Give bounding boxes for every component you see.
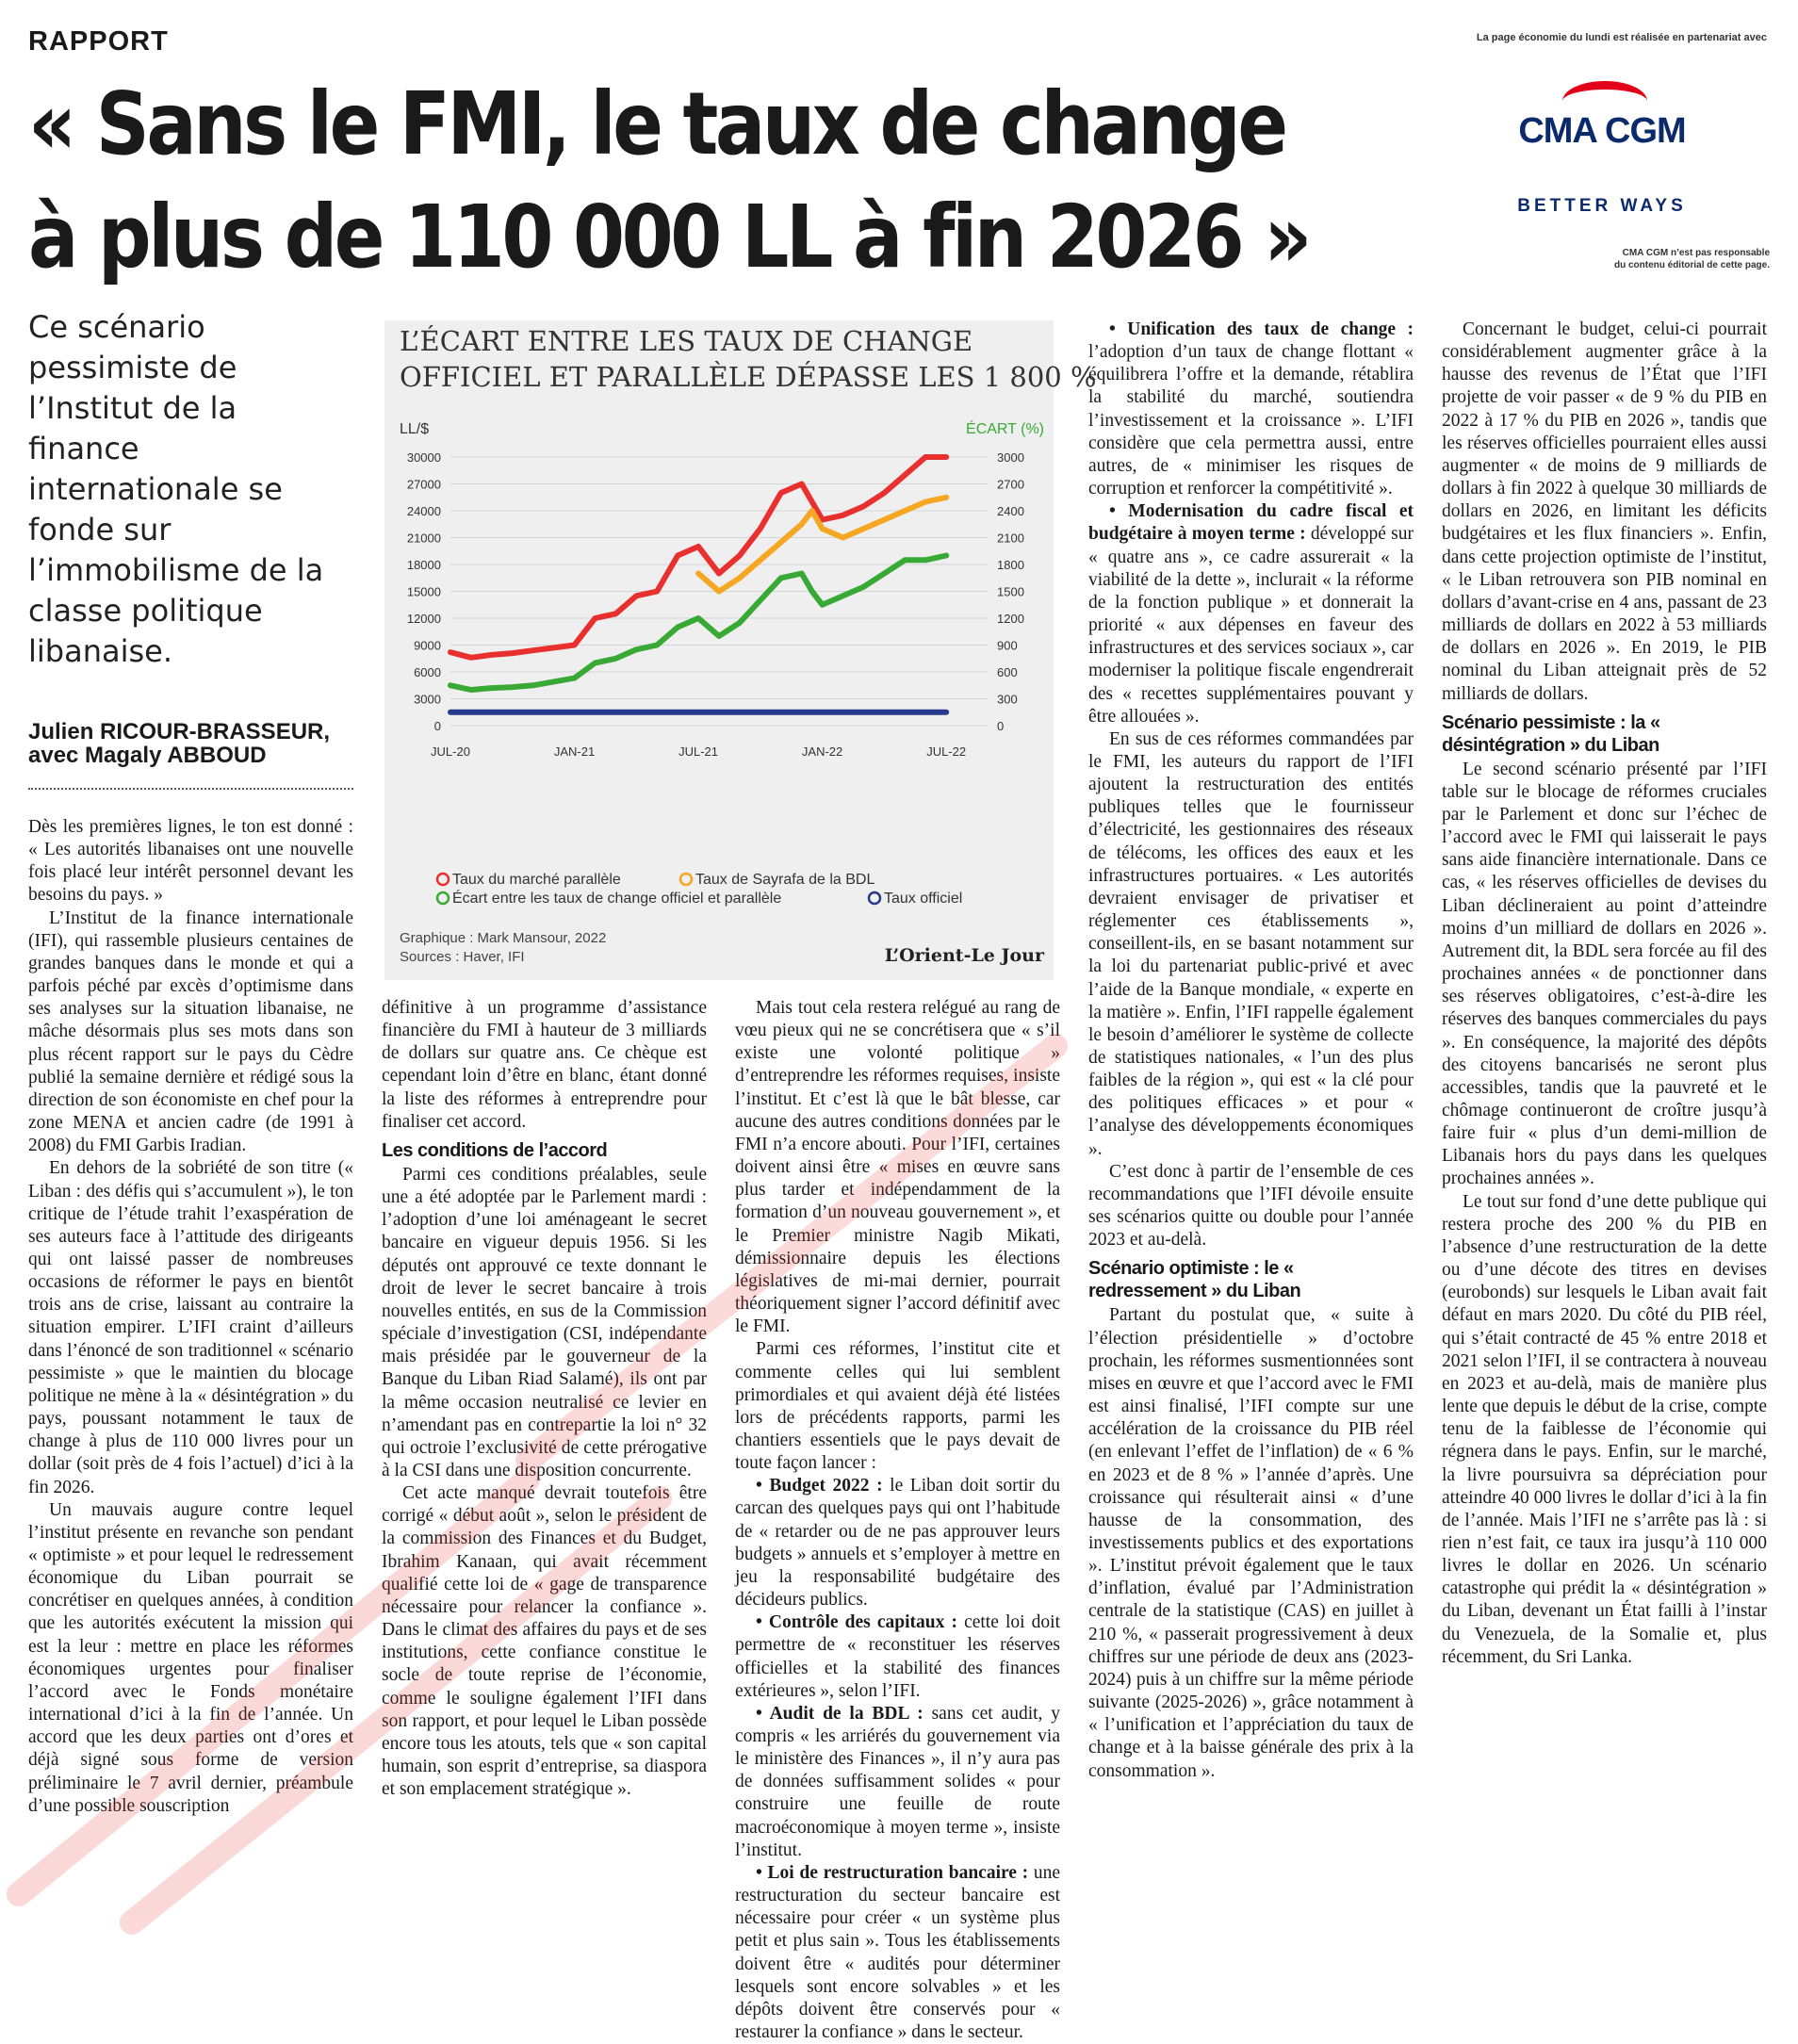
- chart-y-tick-left: 0: [433, 719, 441, 733]
- chart-x-tick: JAN-22: [801, 744, 843, 759]
- article-paragraph: Parmi ces réformes, l’institut cite et commente celles qui lui semblent primordiales et qui avaient déjà été listées lors de précédents rapports, parmi les chantiers essentiels que le pays devait de toute façon lancer :: [735, 1339, 1060, 1474]
- subhead-conditions: Les conditions de l’accord: [382, 1139, 608, 1161]
- chart-y-tick-left: 12000: [406, 612, 441, 626]
- bullet-title: • Budget 2022 :: [756, 1476, 883, 1496]
- legend-marker: [437, 892, 449, 904]
- article-paragraph: Partant du postulat que, « suite à l’élection présidentielle » d’octobre prochain, les réformes susmentionnées sont mises en œuvre et que l’accord avec le FMI est ainsi finalisé, l’IFI compte sur une accélération de la croissance du PIB réel (en enlevant l’effet de l’inflation) de « 6 % en 2023 et de 8 % » l’année d’après. Une croissance qui résulterait ainsi « d’une hausse de la consommation, des investissements publics et des exportations ». L’institut prévoit également que le taux d’inflation, évalué par l’Administration centrale de la statistique (CAS) en juillet à 210 %, « passerait progressivement à deux chiffres sur une période de deux ans (2023-2024) puis à un chiffre sur la même période suivante (2025-2026) », grâce notamment à « l’unification et l’appréciation du taux de change et à la baisse générale des prix à la consommation ».: [1088, 1305, 1414, 1781]
- disclaimer-line-2: du contenu éditorial de cette page.: [1613, 260, 1770, 270]
- chart-y-tick-right: 1200: [997, 612, 1024, 626]
- logo-text: CMA CGM: [1518, 111, 1686, 151]
- byline: [28, 720, 353, 767]
- legend-label: Taux de Sayrafa de la BDL: [695, 872, 875, 888]
- article-paragraph: définitive à un programme d’assistance financière du FMI à hauteur de 3 milliards de dollars sur quatre ans. Ce chèque est cependant loin d’être en blanc, étant donné la liste des réformes à entreprendre pour finaliser cet accord.: [382, 998, 707, 1132]
- chart-y-tick-left: 3000: [414, 692, 441, 707]
- bullet-title: • Modernisation du cadre fiscal et budgétaire à moyen terme :: [1088, 501, 1414, 545]
- chart-y-tick-right: 300: [997, 692, 1018, 707]
- article-paragraph: Parmi ces conditions préalables, seule une a été adoptée par le Parlement mardi : l’adoption d’une loi aménageant le secret bancaire en vigueur depuis 1956. Si les députés ont approuvé ce texte donnant le droit de lever le secret bancaire à trois nouvelles entités, en sus de la Commission spéciale d’investigation (CSI, indépendante mais présidée par le gouverneur de la Banque du Liban Riad Salamé), ils ont par la même occasion neutralisé ce levier en n’amendant pas en contrepartie la loi n° 32 qui octroie l’exclusivité de cette prérogative à la CSI dans une disposition concurrente.: [382, 1164, 707, 1480]
- headline: [28, 68, 1309, 294]
- article-column-5: [1442, 319, 1767, 1938]
- bullet-title: • Loi de restructuration bancaire :: [756, 1862, 1029, 1883]
- article-paragraph: Le tout sur fond d’une dette publique qui restera proche des 200 % du PIB en l’absence d’une restructuration de la dette ou d’une décote des titres en devises (eurobonds) sur lesquels le Liban avait fait défaut en mars 2020. Du côté du PIB réel, qui s’était contracté de 45 % entre 2018 et 2021 selon l’IFI, il se contractera à nouveau en 2023 et au-delà, mais de manière plus lente que depuis le début de la crise, compte tenu de la faiblesse de l’économie qui régnera dans le pays. Enfin, sur le marché, la livre poursuivra sa dépréciation pour atteindre 40 000 livres le dollar d’ici à la fin de l’année. Mais l’IFI ne s’arrête pas là : si rien n’est fait, ce taux ira jusqu’à 110 000 livres le dollar en 2026. Un scénario catastrophe qui prédit la « désintégration » du Liban, devenant un État failli à l’instar du Venezuela, de la Somalie et, plus récemment, du Sri Lanka.: [1442, 1191, 1767, 1667]
- article-paragraph: Concernant le budget, celui-ci pourrait considérablement augmenter grâce à la hausse des revenus de l’État que l’IFI projette de voir passer « de 9 % du PIB en 2022 à 17 % du PIB en 2026 », tandis que les réserves officielles pourraient elles aussi augmenter « de moins de 9 milliards de dollars à fin 2022 à quelque 30 milliards de dollars en 2026, en limitant les déficits budgétaires et les flux financiers ». Enfin, dans cette projection optimiste de l’institut, « le Liban retrouvera son PIB nominal en dollars d’avant-crise en 4 ans, passant de 23 milliards de dollars en 2022 à 53 milliards de dollars en 2026 ». En 2019, le PIB nominal du Liban atteignait près de 52 milliards de dollars.: [1442, 319, 1767, 704]
- chart-y-tick-right: 2100: [997, 531, 1024, 546]
- article-paragraph: Cet acte manqué devrait toutefois être corrigé « début août », selon le président de la commission des Finances et du Budget, Ibrahim Kanaan, qui avait récemment qualifié cette loi de « gage de transparence nécessaire pour relancer la confiance ». Dans le climat des affaires du pays et de ses institutions, cette confiance constitue le socle de toute reprise de l’économie, comme le souligne également l’IFI dans son rapport, et pour lequel le Liban possède encore tous les atouts, tels que « son capital humain, son esprit d’entreprise, sa diaspora et son emplacement stratégique ».: [382, 1483, 707, 1800]
- article-paragraph: C’est donc à partir de l’ensemble de ces recommandations que l’IFI dévoile ensuite ses scénarios quitte ou double pour l’année 2023 et au-delà.: [1088, 1161, 1414, 1251]
- chart-y-tick-left: 18000: [406, 558, 441, 572]
- legend-marker: [869, 892, 880, 904]
- legend-label: Écart entre les taux de change officiel et parallèle: [452, 891, 782, 907]
- partner-logo: [1451, 77, 1753, 237]
- chart-y-tick-left: 30000: [406, 450, 441, 465]
- chart-x-tick: JAN-21: [553, 744, 596, 759]
- byline-divider: [28, 788, 353, 790]
- article-paragraph: Dès les premières lignes, le ton est donné : « Les autorités libanaises ont une nouvelle fois placé leur intérêt personnel devant les besoins du pays. »: [28, 817, 353, 906]
- bullet-title: • Audit de la BDL :: [756, 1703, 924, 1724]
- article-column-1: [28, 816, 353, 1938]
- subhead-pessimistic-scenario: Scénario pessimiste : la « désintégration » du Liban: [1442, 711, 1660, 756]
- chart-ylabel-left: LL/$: [400, 421, 430, 437]
- chart-y-tick-left: 6000: [414, 665, 441, 679]
- partner-disclaimer: [1470, 247, 1770, 271]
- bullet-audit: [735, 1703, 1060, 1862]
- chart-y-tick-right: 3000: [997, 450, 1024, 465]
- bullet-text: l’adoption d’un taux de change flottant « équilibrera l’offre et la demande, rétablira la stabilité du marché, soutiendra l’investissement et la croissance ». L’IFI considère que cela permettra aussi, entre autres, de « minimiser les risques de corruption et renforcer la compétitivité ».: [1088, 342, 1414, 499]
- chart-y-tick-left: 15000: [406, 584, 441, 599]
- bullet-exchange-unification: [1088, 319, 1414, 500]
- chart-x-tick: JUL-22: [926, 744, 967, 759]
- chart-y-tick-right: 1800: [997, 558, 1024, 572]
- chart-y-tick-right: 2700: [997, 477, 1024, 492]
- standfirst: Ce scénario pessimiste de l’Institut de la finance internationale se fonde sur l’immobilisme de la classe politique libanaise.: [28, 309, 324, 669]
- bullet-fiscal-framework: [1088, 500, 1414, 728]
- legend-label: Taux officiel: [884, 891, 963, 907]
- article-paragraph: Mais tout cela restera relégué au rang de vœu pieux qui ne se concrétisera que « s’il existe une volonté politique » d’entreprendre les réformes requises, insiste l’institut. Et c’est là que le bât blesse, car aucune des autres conditions données par le FMI n’a encore abouti. Pour l’IFI, certaines doivent ainsi être « mises en œuvre sans plus tarder et indépendamment de la formation d’un nouveau gouvernement », et le Premier ministre Nagib Mikati, démissionnaire depuis les élections législatives de mi-mai dernier, pourrait théoriquement signer l’accord définitif avec le FMI.: [735, 998, 1060, 1337]
- bullet-text: une restructuration du secteur bancaire est nécessaire pour créer « un système plus petit et plus sain ». Tous les établissements doivent être « audités pour déterminer lesquels sont encore solvables » et les dépôts doivent être conservés pour « restaurer la confiance » dans le secteur.: [735, 1862, 1060, 2043]
- chart-x-tick: JUL-21: [678, 744, 719, 759]
- bullet-capital-control: [735, 1611, 1060, 1703]
- article-paragraph: Le second scénario présenté par l’IFI table sur le blocage de réformes cruciales par le Parlement et donc sur l’échec de l’accord avec le FMI qui laisserait le pays sans aide financière internationale. Dans ce cas, « les réserves officielles de devises du Liban déclineraient au point d’atteindre moins d’un milliard de dollars en 2026 ». Autrement dit, la BDL sera forcée au fil des prochaines années « de ponctionner dans ses réserves obligatoires, c’est-à-dire les réserves des banques commerciales du pays ». En conséquence, la majorité des dépôts des citoyens bancarisés ne seront plus accessibles, tandis que la pauvreté et le chômage continueront de croître jusqu’à faire fuir « plus d’un demi-million de Libanais hors du pays dans les quelques prochaines années ».: [1442, 759, 1767, 1189]
- byline-line-1: Julien RICOUR-BRASSEUR,: [28, 719, 331, 744]
- legend-marker: [680, 874, 692, 885]
- chart-y-tick-right: 900: [997, 638, 1018, 653]
- chart-y-tick-right: 2400: [997, 504, 1024, 518]
- disclaimer-line-1: CMA CGM n’est pas responsable: [1622, 248, 1770, 258]
- bullet-text: sans cet audit, y compris « les arriérés du gouvernement via le ministère des Finances », il n’y aura pas de données suffisamment solides « pour construire une feuille de route macroéconomique à moyen terme », insiste l’institut.: [735, 1703, 1060, 1860]
- chart-y-tick-left: 9000: [414, 638, 441, 653]
- chart-y-tick-left: 24000: [406, 504, 441, 518]
- chart-y-tick-right: 600: [997, 665, 1018, 679]
- chart-panel: [384, 320, 1097, 980]
- bullet-bank-restructuring: [735, 1862, 1060, 2044]
- chart-y-tick-right: 0: [997, 719, 1005, 733]
- article-column-3: [735, 997, 1060, 2043]
- logo-tagline: BETTER WAYS: [1517, 196, 1687, 216]
- chart-series-line: [698, 498, 946, 592]
- chart-ylabel-right: ÉCART (%): [966, 421, 1044, 437]
- chart-y-tick-left: 27000: [406, 477, 441, 492]
- bullet-title: • Contrôle des capitaux :: [756, 1612, 957, 1633]
- article-paragraph: En dehors de la sobriété de son titre (« Liban : des défis qui s’accumulent »), le ton critique de l’étude trahit l’exaspération de ses auteurs face à l’attitude des dirigeants qui ont laissé passer de nombreuses occasions de réformer le pays en bientôt trois ans de crise, laissant au contraire la situation empirer. L’IFI craint d’ailleurs dans l’énoncé de son traditionnel « scénario pessimiste » que le maintien du blocage politique ne mène à la « désintégration » du pays, poussant notamment le taux de change à plus de 110 000 livres pour un dollar (soit près de 4 fois l’actuel) d’ici à la fin 2026.: [28, 1158, 353, 1497]
- bullet-budget: [735, 1475, 1060, 1611]
- chart-credit-line-1: Graphique : Mark Mansour, 2022: [400, 930, 607, 946]
- byline-line-2: avec Magaly ABBOUD: [28, 743, 267, 768]
- bullet-text: développé sur « quatre ans », ce cadre assurerait « la viabilité de la dette », inclurait « la réforme de la fonction publique » et donnerait la priorité « aux dépenses en faveur des infrastructures et des services sociaux », car moderniser la politique fiscale engendrerait des « recettes supplémentaires pouvant y être allouées ».: [1088, 524, 1414, 727]
- legend-marker: [437, 874, 449, 885]
- bullet-text: cette loi doit permettre de « reconstituer les réserves officielles et la stabilité des finances extérieures », selon l’IFI.: [735, 1612, 1060, 1701]
- headline-line-2: à plus de 110 000 LL à fin 2026 »: [28, 187, 1309, 287]
- chart-x-tick: JUL-20: [431, 744, 470, 759]
- chart-y-tick-right: 1500: [997, 584, 1024, 599]
- partner-note: La page économie du lundi est réalisée en partenariat avec: [1476, 32, 1767, 43]
- bullet-title: • Unification des taux de change :: [1109, 319, 1414, 339]
- chart-brand: L’Orient-Le Jour: [884, 945, 1044, 966]
- legend-label: Taux du marché parallèle: [452, 872, 621, 888]
- article-paragraph: En sus de ces réformes commandées par le FMI, les auteurs du rapport de l’IFI ajoutent la restructuration des entités publiques telles que le fournisseur d’électricité, les gestionnaires des réseaux de télécoms, les offices des eaux et les infrastructures portuaires. « Les autorités devraient envisager de privatiser et réglementer ces établissements », conseillent-ils, en se basant notamment sur la loi du partenariat public-privé et avec l’aide de la Banque mondiale, « experte en la matière ». Enfin, l’IFI rappelle également le besoin d’améliorer le système de collecte de statistiques nationales, « l’un des plus faibles de la région », qui est « la clé pour des politiques efficaces » et pour « l’analyse des développements économiques ».: [1088, 728, 1414, 1159]
- headline-line-1: « Sans le FMI, le taux de change: [28, 74, 1285, 174]
- article-paragraph: Un mauvais augure contre lequel l’institut présente en revanche son pendant « optimiste » et pour lequel le redressement économique du Liban pourrait se concrétiser en quelques années, à condition que les autorités exécutent la mission qui est la leur : mettre en place les réformes économiques urgentes pour finaliser l’accord avec le Fonds monétaire international d’ici à la fin de l’année. Un accord que les deux parties ont d’ores et déjà signé sous forme de version préliminaire le 7 avril dernier, préambule d’une possible souscription: [28, 1499, 353, 1816]
- article-column-2: [382, 997, 707, 1938]
- chart-credit-line-2: Sources : Haver, IFI: [400, 949, 525, 965]
- chart-y-tick-left: 21000: [406, 531, 441, 546]
- article-paragraph: L’Institut de la finance internationale (IFI), qui rassemble plusieurs centaines de grandes banques dans le monde et qui a parfois péché par excès d’optimisme dans ses analyses sur la situation libanaise, ne mâche désormais plus ses mots dans son plus récent rapport sur le pays du Cèdre publié la semaine dernière et rédigé sous la direction de son économiste en chef pour la zone MENA et ancien cadre (de 1991 à 2008) du FMI Garbis Iradian.: [28, 908, 353, 1156]
- chart-series-line: [450, 457, 946, 658]
- article-column-4: [1088, 319, 1414, 1938]
- chart-title-line-2: OFFICIEL ET PARALLÈLE DÉPASSE LES 1 800 %: [400, 361, 1097, 393]
- bullet-text: le Liban doit sortir du carcan des quelques pays qui ont l’habitude de « retarder ou de ne pas approuver leurs budgets » annuels et s’employer à mettre en jeu la responsabilité budgétaire des décideurs publics.: [735, 1476, 1060, 1611]
- chart-title-line-1: L’ÉCART ENTRE LES TAUX DE CHANGE: [400, 325, 973, 357]
- chart-svg: [384, 320, 1097, 980]
- subhead-optimistic-scenario: Scénario optimiste : le « redressement » du Liban: [1088, 1258, 1301, 1302]
- rubric-label: RAPPORT: [28, 26, 169, 57]
